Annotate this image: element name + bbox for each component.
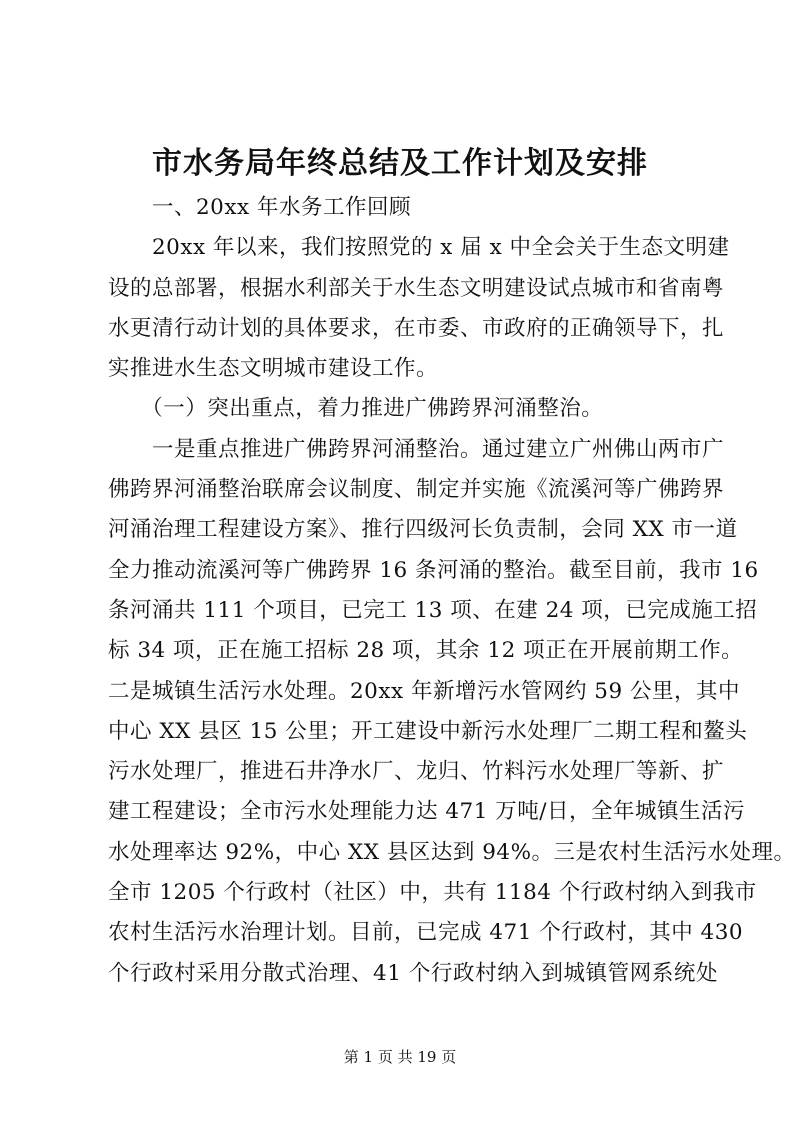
text-line: 建工程建设；全市污水处理能力达 471 万吨/日，全年城镇生活污	[108, 799, 745, 824]
text-line: 条河涌共 111 个项目，已完工 13 项、在建 24 项，已完成施工招	[108, 598, 758, 623]
text-line: 一、20xx 年水务工作回顾	[108, 195, 411, 220]
text-line: 设的总部署，根据水利部关于水生态文明建设试点城市和省南粤	[108, 276, 725, 301]
text-line: 实推进水生态文明城市建设工作。	[108, 356, 439, 381]
document-title: 市水务局年终总结及工作计划及安排	[152, 146, 648, 181]
text-line: 个行政村采用分散式治理、41 个行政村纳入到城镇管网系统处	[108, 961, 718, 986]
text-line: 20xx 年以来，我们按照党的 x 届 x 中全会关于生态文明建	[108, 235, 730, 260]
text-line: 标 34 项，正在施工招标 28 项，其余 12 项正在开展前期工作。	[108, 638, 744, 663]
text-line: （一）突出重点，着力推进广佛跨界河涌整治。	[108, 396, 604, 421]
text-line: 一是重点推进广佛跨界河涌整治。通过建立广州佛山两市广	[108, 437, 725, 462]
text-line: 河涌治理工程建设方案》、推行四级河长负责制，会同 XX 市一道	[108, 517, 738, 542]
text-line: 二是城镇生活污水处理。20xx 年新增污水管网约 59 公里，其中	[108, 679, 740, 704]
text-line: 全力推动流溪河等广佛跨界 16 条河涌的整治。截至目前，我市 16	[108, 558, 759, 583]
text-line: 佛跨界河涌整治联席会议制度、制定并实施《流溪河等广佛跨界	[108, 477, 725, 502]
text-line: 中心 XX 县区 15 公里；开工建设中新污水处理厂二期工程和鳌头	[108, 719, 748, 744]
text-line: 农村生活污水治理计划。目前，已完成 471 个行政村，其中 430	[108, 920, 744, 945]
text-line: 水更清行动计划的具体要求，在市委、市政府的正确领导下，扎	[108, 316, 725, 341]
text-line: 全市 1205 个行政村（社区）中，共有 1184 个行政村纳入到我市	[108, 880, 757, 905]
page-footer: 第 1 页 共 19 页	[343, 1048, 457, 1066]
text-line: 水处理率达 92%，中心 XX 县区达到 94%。三是农村生活污水处理。	[108, 840, 796, 865]
text-line: 污水处理厂，推进石井净水厂、龙归、竹料污水处理厂等新、扩	[108, 759, 725, 784]
